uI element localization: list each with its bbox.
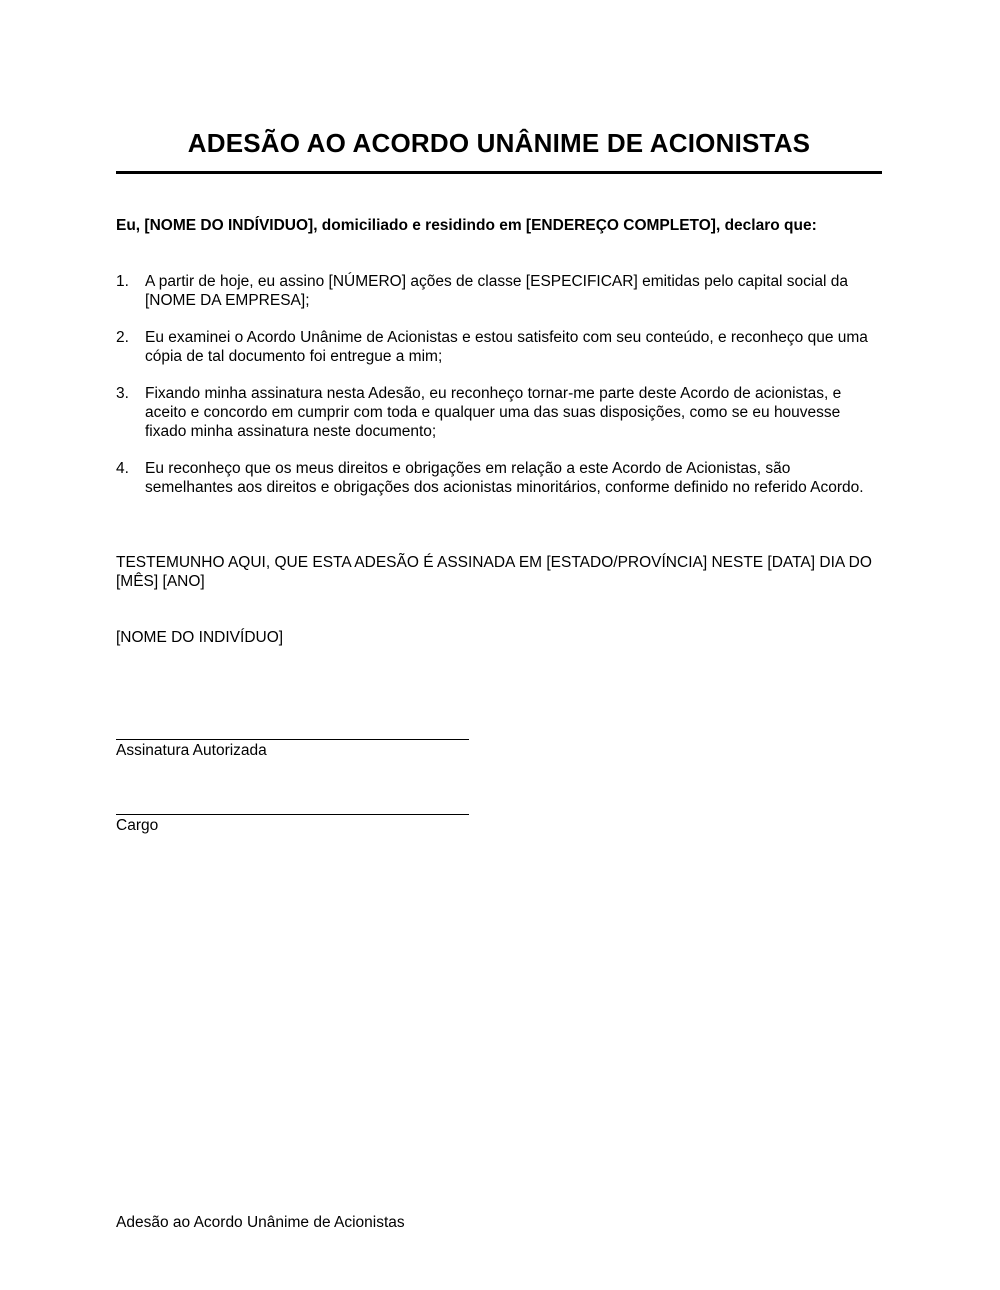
clause-text: Eu examinei o Acordo Unânime de Acionistas e estou satisfeito com seu conteúdo, e reconheço que uma cópia de tal documento foi entregue a mim; xyxy=(145,329,868,365)
witness-statement: TESTEMUNHO AQUI, QUE ESTA ADESÃO É ASSINADA EM [ESTADO/PROVÍNCIA] NESTE [DATA] DIA DO [MÊS] [ANO] xyxy=(116,554,872,590)
clause-number: 4. xyxy=(116,460,129,477)
intro-declaration: Eu, [NOME DO INDÍVIDUO], domiciliado e residindo em [ENDEREÇO COMPLETO], declaro que: xyxy=(116,217,817,234)
signature-label: Assinatura Autorizada xyxy=(116,742,267,759)
signature-line xyxy=(116,739,469,740)
clause-text: Eu reconheço que os meus direitos e obrigações em relação a este Acordo de Acionistas, são semelhantes aos direitos e obrigações dos acionistas minoritários, conforme definido no referido Acordo. xyxy=(145,460,864,496)
clause-number: 1. xyxy=(116,273,129,290)
clause-text: Fixando minha assinatura nesta Adesão, eu reconheço tornar-me parte deste Acordo de acionistas, e aceito e concordo em cumprir com toda e qualquer uma das suas disposições, como se eu houvesse fixado minha assinatura neste documento; xyxy=(145,385,842,440)
clause-item xyxy=(116,328,882,366)
clause-item xyxy=(116,272,882,310)
clause-list xyxy=(116,272,882,515)
title-underline-rule xyxy=(116,171,882,174)
clause-item xyxy=(116,459,882,497)
clause-number: 2. xyxy=(116,329,129,346)
clause-text: A partir de hoje, eu assino [NÚMERO] ações de classe [ESPECIFICAR] emitidas pelo capital social da [NOME DA EMPRESA]; xyxy=(145,273,848,309)
clause-number: 3. xyxy=(116,385,129,402)
signer-name: [NOME DO INDIVÍDUO] xyxy=(116,629,284,646)
page-footer: Adesão ao Acordo Unânime de Acionistas xyxy=(116,1214,405,1231)
clause-item xyxy=(116,384,882,441)
document-title: ADESÃO AO ACORDO UNÂNIME DE ACIONISTAS xyxy=(187,128,811,158)
position-label: Cargo xyxy=(116,817,159,834)
position-line xyxy=(116,814,469,815)
